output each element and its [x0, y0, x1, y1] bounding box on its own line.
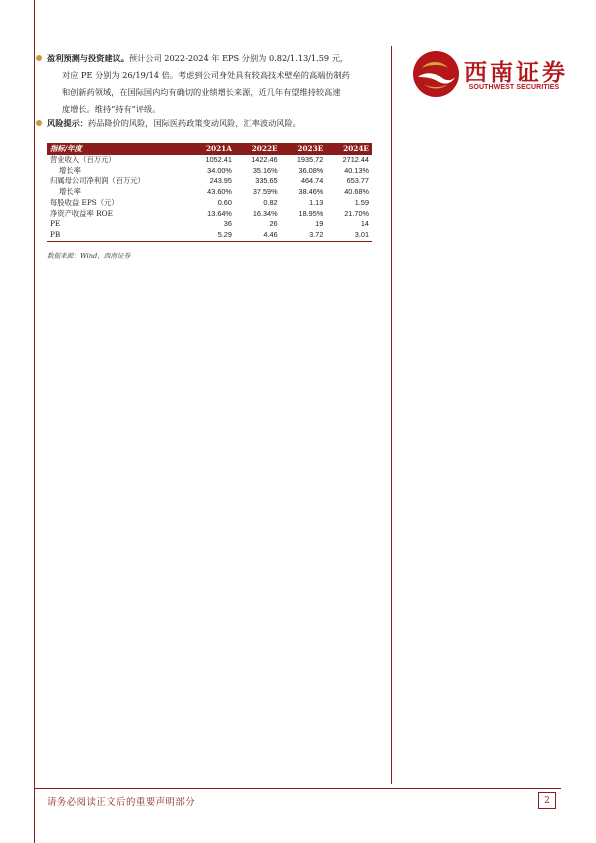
table-row — [47, 155, 372, 166]
table-cell: 1052.41 — [205, 155, 232, 164]
table-cell: 38.46% — [298, 187, 324, 197]
table-header-cell: 2024E — [326, 143, 372, 155]
data-source-note: 数据来源：Wind，西南证券 — [47, 252, 131, 260]
table-cell: 1422.46 — [251, 155, 278, 164]
table-cell: 243.95 — [209, 176, 232, 186]
forecast-heading: 盈利预测与投资建议。 — [47, 53, 129, 63]
table-cell: 18.95% — [298, 208, 324, 218]
forecast-line-3: 和创新药领域，在国际国内均有确切的业绩增长来源，近几年有望维持较高速 — [62, 87, 341, 97]
table-cell: 13.64% — [207, 208, 232, 218]
forecast-text-1: 预计公司 2022-2024 年 EPS 分别为 0.82/1.13/1.59 元， — [128, 53, 349, 63]
table-cell: 653.77 — [346, 176, 369, 186]
table-header-cell: 指标/年度 — [47, 143, 189, 155]
forecast-line-2: 对应 PE 分别为 26/19/14 倍。考虑到公司身处具有较高技术壁垒的高端仿制药 — [62, 70, 350, 80]
row-label: 每股收益 EPS（元） — [50, 197, 119, 207]
footer-notice: 请务必阅读正文后的重要声明部分 — [47, 797, 196, 808]
row-label: 增长率 — [59, 165, 81, 175]
left-margin-rule — [34, 0, 35, 843]
table-cell: 34.00% — [207, 165, 232, 175]
table-row — [47, 198, 372, 209]
row-label: 归属母公司净利润（百万元） — [50, 176, 145, 186]
table-cell: 3.01 — [326, 230, 372, 241]
risk-paragraph — [47, 115, 383, 132]
risk-text: 药品降价的风险，国际医药政策变动风险，汇率波动风险。 — [87, 118, 301, 128]
logo-name-en: SOUTHWEST SECURITIES — [468, 84, 560, 91]
table-row — [47, 209, 372, 220]
table-cell: 43.60% — [207, 187, 232, 197]
logo-name-cn: 西南证券 — [464, 59, 568, 86]
table-cell: 36.08% — [298, 165, 324, 175]
table-cell: 21.70% — [344, 208, 369, 218]
table-cell: 464.74 — [300, 176, 324, 186]
table-row — [47, 230, 372, 241]
table-cell: 40.13% — [344, 165, 369, 175]
risk-line — [47, 115, 383, 132]
table-cell: 36 — [223, 219, 232, 229]
page-number: 2 — [538, 792, 556, 809]
table-cell: 35.16% — [252, 165, 278, 175]
table-cell: 26 — [269, 219, 278, 229]
table-header-row — [47, 143, 372, 155]
table-row — [47, 176, 372, 187]
row-label: 增长率 — [59, 187, 81, 197]
forecast-line-4: 度增长。维持“持有”评级。 — [62, 104, 161, 114]
row-label: 净资产收益率 ROE — [50, 208, 113, 218]
forecast-paragraph — [47, 50, 383, 118]
table-cell: 14 — [360, 219, 369, 229]
table-cell: 5.29 — [189, 230, 235, 241]
table-row — [47, 219, 372, 230]
table-cell: 19 — [315, 219, 324, 229]
logo-emblem-icon — [412, 50, 460, 98]
table-cell: 0.60 — [217, 197, 232, 207]
table-cell: 335.65 — [255, 176, 278, 186]
column-divider — [391, 46, 392, 784]
table-cell: 4.46 — [235, 230, 281, 241]
table-cell: 1.13 — [309, 197, 324, 207]
financial-forecast-table — [47, 143, 372, 242]
bullet-dot-icon — [36, 120, 42, 126]
forecast-line-1 — [47, 50, 383, 67]
company-logo — [412, 50, 568, 98]
table-header-cell: 2023E — [281, 143, 327, 155]
table-cell: 2712.44 — [342, 155, 369, 164]
table-row — [47, 166, 372, 177]
table-cell: 40.68% — [344, 187, 369, 197]
table-row — [47, 187, 372, 198]
table-cell: 1.59 — [354, 197, 369, 207]
table-header-cell: 2021A — [189, 143, 235, 155]
risk-heading: 风险提示： — [47, 118, 88, 128]
row-label: 营业收入（百万元） — [50, 155, 116, 164]
table-cell: 16.34% — [252, 208, 278, 218]
table-cell: 37.59% — [252, 187, 278, 197]
row-label: PB — [47, 230, 189, 241]
bullet-dot-icon — [36, 55, 42, 61]
row-label: PE — [50, 219, 61, 229]
table-cell: 3.72 — [281, 230, 327, 241]
table-cell: 1935.72 — [296, 155, 324, 164]
table-header-cell: 2022E — [235, 143, 281, 155]
footer-rule — [34, 788, 561, 789]
table-cell: 0.82 — [263, 197, 278, 207]
